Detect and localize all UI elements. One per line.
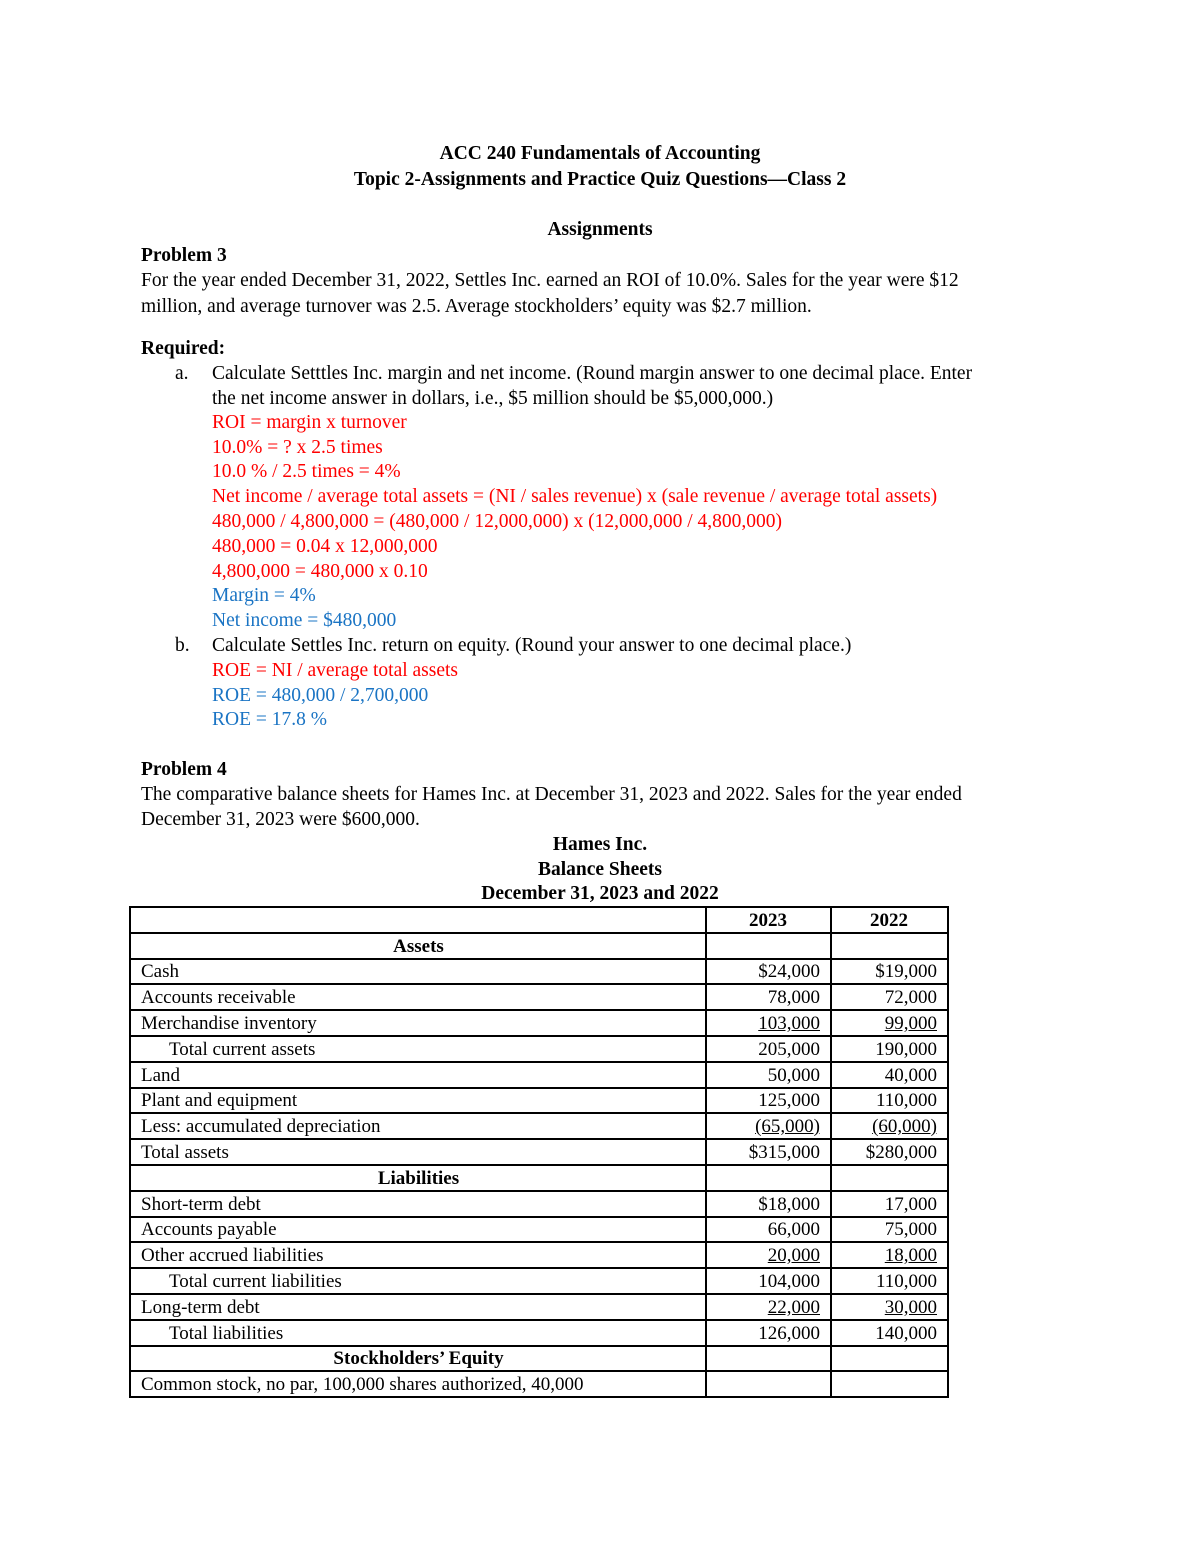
- row-label: Cash: [130, 959, 706, 985]
- row-label: Total assets: [130, 1139, 706, 1165]
- value-2022: 40,000: [831, 1062, 948, 1088]
- underlined-value: (60,000): [872, 1116, 937, 1138]
- work-line: 4,800,000 = 480,000 x 0.10: [212, 561, 428, 582]
- value-2023: $24,000: [706, 959, 831, 985]
- value-2022: 190,000: [831, 1036, 948, 1062]
- row-label: Less: accumulated depreciation: [130, 1113, 706, 1139]
- section-title: Assignments: [547, 219, 653, 240]
- column-header-2022: 2022: [831, 907, 948, 933]
- work-line: ROI = margin x turnover: [212, 412, 407, 433]
- table-row: [130, 1036, 948, 1062]
- row-label: Land: [130, 1062, 706, 1088]
- row-label: Total current liabilities: [130, 1268, 706, 1294]
- value-2023: 50,000: [706, 1062, 831, 1088]
- row-label: Merchandise inventory: [130, 1010, 706, 1036]
- value-2022: [831, 1113, 948, 1139]
- equity-header: Stockholders’ Equity: [130, 1346, 706, 1372]
- value-2023: $315,000: [706, 1139, 831, 1165]
- answer-margin: Margin = 4%: [212, 585, 316, 606]
- value-2023: 125,000: [706, 1088, 831, 1114]
- answer-roe: ROE = 17.8 %: [212, 709, 327, 730]
- part-b-question-line1: Calculate Settles Inc. return on equity. (Round your answer to one decimal place.): [212, 635, 852, 656]
- value-2022: 110,000: [831, 1088, 948, 1114]
- part-a-question-line1: Calculate Setttles Inc. margin and net income. (Round margin answer to one decimal place. Enter: [212, 363, 973, 384]
- column-header-2023: 2023: [706, 907, 831, 933]
- answer-net-income: Net income = $480,000: [212, 610, 397, 631]
- value-2022: $19,000: [831, 959, 948, 985]
- value-2022: 17,000: [831, 1191, 948, 1217]
- value-2023: [706, 1294, 831, 1320]
- table-cell: [130, 907, 706, 933]
- value-2023: 78,000: [706, 984, 831, 1010]
- row-label: Short-term debt: [130, 1191, 706, 1217]
- underlined-value: (65,000): [755, 1116, 820, 1138]
- value-2023: [706, 1242, 831, 1268]
- value-2023: [706, 1010, 831, 1036]
- problem3-text-line2: million, and average turnover was 2.5. Average stockholders’ equity was $2.7 million.: [141, 296, 812, 317]
- part-b-marker: b.: [175, 635, 190, 656]
- value-2022: [831, 1371, 948, 1397]
- row-label: Common stock, no par, 100,000 shares authorized, 40,000: [130, 1371, 706, 1397]
- table-header-row: [130, 907, 948, 933]
- problem3-text-line1: For the year ended December 31, 2022, Settles Inc. earned an ROI of 10.0%. Sales for the year were $12: [141, 270, 959, 291]
- underlined-value: 18,000: [884, 1245, 937, 1267]
- section-row: [130, 933, 948, 959]
- value-2022: 72,000: [831, 984, 948, 1010]
- value-2023: 104,000: [706, 1268, 831, 1294]
- work-line: 10.0 % / 2.5 times = 4%: [212, 461, 401, 482]
- row-label: Plant and equipment: [130, 1088, 706, 1114]
- work-line: Net income / average total assets = (NI / sales revenue) x (sale revenue / average total assets): [212, 486, 938, 507]
- value-2023: $18,000: [706, 1191, 831, 1217]
- table-row: [130, 1191, 948, 1217]
- liabilities-header: Liabilities: [130, 1165, 706, 1191]
- balance-sheet-table: [129, 906, 949, 1398]
- value-2023: 205,000: [706, 1036, 831, 1062]
- underlined-value: 30,000: [884, 1296, 937, 1318]
- problem3-title: Problem 3: [141, 245, 227, 266]
- row-label: Total liabilities: [130, 1320, 706, 1346]
- table-row: [130, 1268, 948, 1294]
- problem4-text-line1: The comparative balance sheets for Hames Inc. at December 31, 2023 and 2022. Sales for the year ended: [141, 784, 962, 805]
- table-cell: [831, 1346, 948, 1372]
- row-label: Accounts payable: [130, 1217, 706, 1243]
- work-line: 480,000 / 4,800,000 = (480,000 / 12,000,000) x (12,000,000 / 4,800,000): [212, 511, 782, 532]
- part-a-question-line2: the net income answer in dollars, i.e., $5 million should be $5,000,000.): [212, 388, 774, 409]
- underlined-value: 99,000: [884, 1012, 937, 1034]
- table-row: [130, 1010, 948, 1036]
- value-2022: [831, 1294, 948, 1320]
- value-2022: 110,000: [831, 1268, 948, 1294]
- statement-title: Balance Sheets: [537, 859, 663, 880]
- table-row: [130, 1139, 948, 1165]
- table-row: [130, 1371, 948, 1397]
- value-2023: [706, 1113, 831, 1139]
- table-row: [130, 1294, 948, 1320]
- row-label: Long-term debt: [130, 1294, 706, 1320]
- work-line: ROE = NI / average total assets: [212, 660, 459, 681]
- table-cell: [706, 1165, 831, 1191]
- row-label: Accounts receivable: [130, 984, 706, 1010]
- table-row: [130, 1242, 948, 1268]
- value-2022: 140,000: [831, 1320, 948, 1346]
- course-title: ACC 240 Fundamentals of Accounting: [439, 143, 761, 164]
- assets-header: Assets: [130, 933, 706, 959]
- value-2022: $280,000: [831, 1139, 948, 1165]
- value-2022: 75,000: [831, 1217, 948, 1243]
- table-cell: [706, 933, 831, 959]
- value-2023: [706, 1371, 831, 1397]
- section-row: [130, 1346, 948, 1372]
- table-cell: [706, 1346, 831, 1372]
- row-label: Total current assets: [130, 1036, 706, 1062]
- underlined-value: 103,000: [758, 1012, 820, 1034]
- problem4-title: Problem 4: [141, 759, 227, 780]
- table-row: [130, 1320, 948, 1346]
- answer-roe-calc: ROE = 480,000 / 2,700,000: [212, 685, 429, 706]
- value-2022: [831, 1010, 948, 1036]
- work-line: 10.0% = ? x 2.5 times: [212, 437, 383, 458]
- part-a-marker: a.: [175, 363, 189, 384]
- table-row: [130, 959, 948, 985]
- topic-title: Topic 2-Assignments and Practice Quiz Questions—Class 2: [353, 169, 847, 190]
- underlined-value: 22,000: [767, 1296, 820, 1318]
- statement-date: December 31, 2023 and 2022: [481, 883, 719, 904]
- table-row: [130, 1113, 948, 1139]
- table-row: [130, 984, 948, 1010]
- table-row: [130, 1062, 948, 1088]
- company-name: Hames Inc.: [552, 834, 648, 855]
- value-2022: [831, 1242, 948, 1268]
- table-row: [130, 1217, 948, 1243]
- table-row: [130, 1088, 948, 1114]
- underlined-value: 20,000: [767, 1245, 820, 1267]
- work-line: 480,000 = 0.04 x 12,000,000: [212, 536, 438, 557]
- row-label: Other accrued liabilities: [130, 1242, 706, 1268]
- required-heading: Required:: [141, 338, 226, 359]
- table-cell: [831, 1165, 948, 1191]
- problem4-text-line2: December 31, 2023 were $600,000.: [141, 809, 420, 830]
- value-2023: 66,000: [706, 1217, 831, 1243]
- value-2023: 126,000: [706, 1320, 831, 1346]
- section-row: [130, 1165, 948, 1191]
- table-cell: [831, 933, 948, 959]
